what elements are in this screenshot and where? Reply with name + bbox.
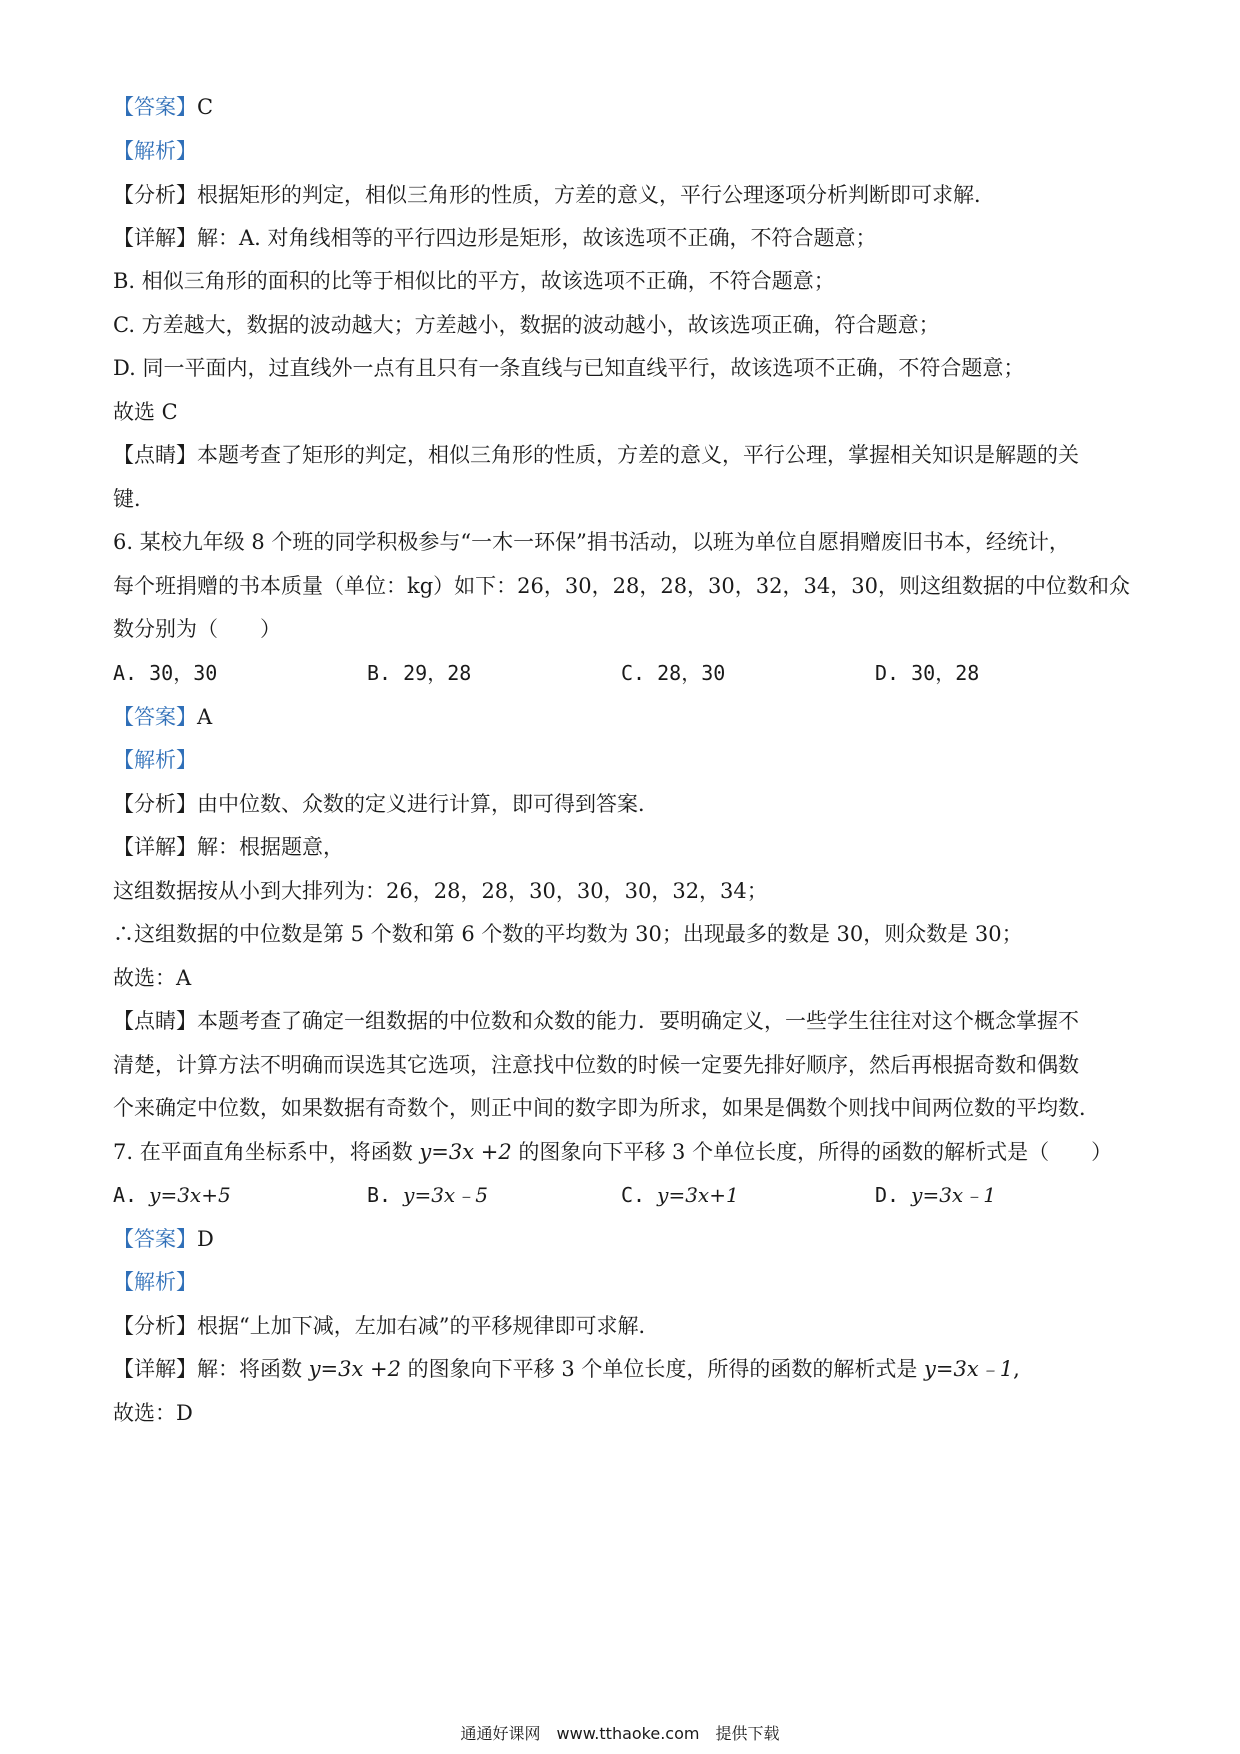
xiangjie-tag: 【详解】 <box>113 835 197 859</box>
q6-dianjing-line-2: 清楚，计算方法不明确而误选其它选项，注意找中位数的时候一定要先排好顺序，然后再根据奇数和偶数 <box>113 1053 1079 1077</box>
fenxi-text: 根据矩形的判定，相似三角形的性质，方差的意义，平行公理逐项分析判断即可求解． <box>197 183 995 207</box>
option-expression: y=3x﹣5 <box>403 1183 488 1207</box>
q5-choose: 故选 C <box>113 400 178 424</box>
q6-answer-line <box>113 702 1133 732</box>
q7-stem-prefix: 7. 在平面直角坐标系中，将函数 <box>113 1140 420 1164</box>
q6-option-b: B. 29，28 <box>367 661 472 685</box>
q5-analysis-line <box>113 136 1133 166</box>
dianjing-text: 本题考查了确定一组数据的中位数和众数的能力．要明确定义，一些学生往往对这个概念掌握不 <box>197 1009 1079 1033</box>
answer-value: A <box>197 705 213 729</box>
dianjing-tag: 【点睛】 <box>113 1009 197 1033</box>
xiangjie-result: y=3x﹣1 <box>924 1357 1014 1381</box>
q5-line-b: B. 相似三角形的面积的比等于相似比的平方，故该选项不正确，不符合题意； <box>113 269 835 293</box>
xiangjie-middle: 的图象向下平移 3 个单位长度，所得的函数的解析式是 <box>400 1357 925 1381</box>
q7-xiangjie-line <box>113 1354 1133 1384</box>
q7-stem-line <box>113 1137 1133 1167</box>
q7-option-a <box>113 1180 231 1210</box>
xiangjie-function: y=3x +2 <box>308 1357 401 1381</box>
q7-option-c <box>621 1180 739 1210</box>
dianjing-tag: 【点睛】 <box>113 443 197 467</box>
q6-option-c: C. 28，30 <box>621 661 726 685</box>
q7-choose: 故选：D <box>113 1401 193 1425</box>
q6-analysis-line <box>113 745 1133 775</box>
q5-dianjing-line-1 <box>113 440 1133 470</box>
answer-tag: 【答案】 <box>113 95 197 119</box>
fenxi-tag: 【分析】 <box>113 183 197 207</box>
q6-fenxi-line <box>113 789 1133 819</box>
q7-analysis-line <box>113 1267 1133 1297</box>
option-letter: A. <box>113 1183 138 1207</box>
q5-answer-line <box>113 92 1133 122</box>
xiangjie-tag: 【详解】 <box>113 1357 197 1381</box>
fenxi-text: 由中位数、众数的定义进行计算，即可得到答案． <box>197 792 659 816</box>
page-footer: 通通好课网 www.tthaoke.com 提供下载 <box>460 1724 780 1743</box>
q7-fenxi-line <box>113 1311 1133 1341</box>
q7-answer-line <box>113 1224 1133 1254</box>
q6-sorted-line: 这组数据按从小到大排列为：26，28，28，30，30，30，32，34； <box>113 879 768 903</box>
q7-stem-function: y=3x +2 <box>419 1140 512 1164</box>
q6-stem-line-1: 6. 某校九年级 8 个班的同学积极参与“一木一环保”捐书活动，以班为单位自愿捐赠废旧书本，经统计， <box>113 530 1070 554</box>
answer-value: D <box>197 1227 214 1251</box>
q6-xiangjie-line <box>113 832 1133 862</box>
analysis-tag: 【解析】 <box>113 1270 197 1294</box>
analysis-tag: 【解析】 <box>113 139 197 163</box>
q5-fenxi-line <box>113 180 1133 210</box>
q5-dianjing-line-2: 键． <box>113 487 155 511</box>
q6-stem-line-2: 每个班捐赠的书本质量（单位：kg）如下：26，30，28，28，30，32，34，30，则这组数据的中位数和众 <box>113 574 1130 598</box>
option-letter: B. <box>367 1183 392 1207</box>
analysis-tag: 【解析】 <box>113 748 197 772</box>
xiangjie-tag: 【详解】 <box>113 226 197 250</box>
q7-stem-suffix: 的图象向下平移 3 个单位长度，所得的函数的解析式是（ ） <box>511 1140 1113 1164</box>
q6-dianjing-line-1 <box>113 1006 1133 1036</box>
option-letter: C. <box>621 1183 646 1207</box>
fenxi-tag: 【分析】 <box>113 1314 197 1338</box>
q6-option-a: A. 30，30 <box>113 661 218 685</box>
xiangjie-end: , <box>1013 1357 1020 1381</box>
option-expression: y=3x+5 <box>149 1183 231 1207</box>
xiangjie-text: 解：A. 对角线相等的平行四边形是矩形，故该选项不正确，不符合题意； <box>197 226 877 250</box>
option-expression: y=3x﹣1 <box>911 1183 996 1207</box>
answer-tag: 【答案】 <box>113 1227 197 1251</box>
q6-stem-line-3: 数分别为（ ） <box>113 617 281 641</box>
dianjing-text: 本题考查了矩形的判定，相似三角形的性质，方差的意义，平行公理，掌握相关知识是解题的关 <box>197 443 1079 467</box>
option-expression: y=3x+1 <box>657 1183 739 1207</box>
answer-value: C <box>197 95 214 119</box>
xiangjie-prefix: 解：将函数 <box>197 1357 309 1381</box>
q7-option-d <box>875 1180 996 1210</box>
q5-line-c: C. 方差越大，数据的波动越大；方差越小，数据的波动越小，故该选项正确，符合题意； <box>113 313 940 337</box>
fenxi-tag: 【分析】 <box>113 792 197 816</box>
q7-option-b <box>367 1180 488 1210</box>
fenxi-text: 根据“上加下减，左加右减”的平移规律即可求解． <box>197 1314 660 1338</box>
q6-option-d: D. 30，28 <box>875 661 980 685</box>
q6-dianjing-line-3: 个来确定中位数，如果数据有奇数个，则正中间的数字即为所求，如果是偶数个则找中间两位数的平均数． <box>113 1096 1100 1120</box>
q6-choose: 故选：A <box>113 966 192 990</box>
option-letter: D. <box>875 1183 900 1207</box>
q5-line-d: D. 同一平面内，过直线外一点有且只有一条直线与已知直线平行，故该选项不正确，不符合题意； <box>113 356 1025 380</box>
q6-therefore-line: ∴这组数据的中位数是第 5 个数和第 6 个数的平均数为 30；出现最多的数是 30，则众数是 30； <box>113 922 1023 946</box>
answer-tag: 【答案】 <box>113 705 197 729</box>
q5-xiangjie-line <box>113 223 1133 253</box>
xiangjie-text: 解：根据题意， <box>197 835 344 859</box>
